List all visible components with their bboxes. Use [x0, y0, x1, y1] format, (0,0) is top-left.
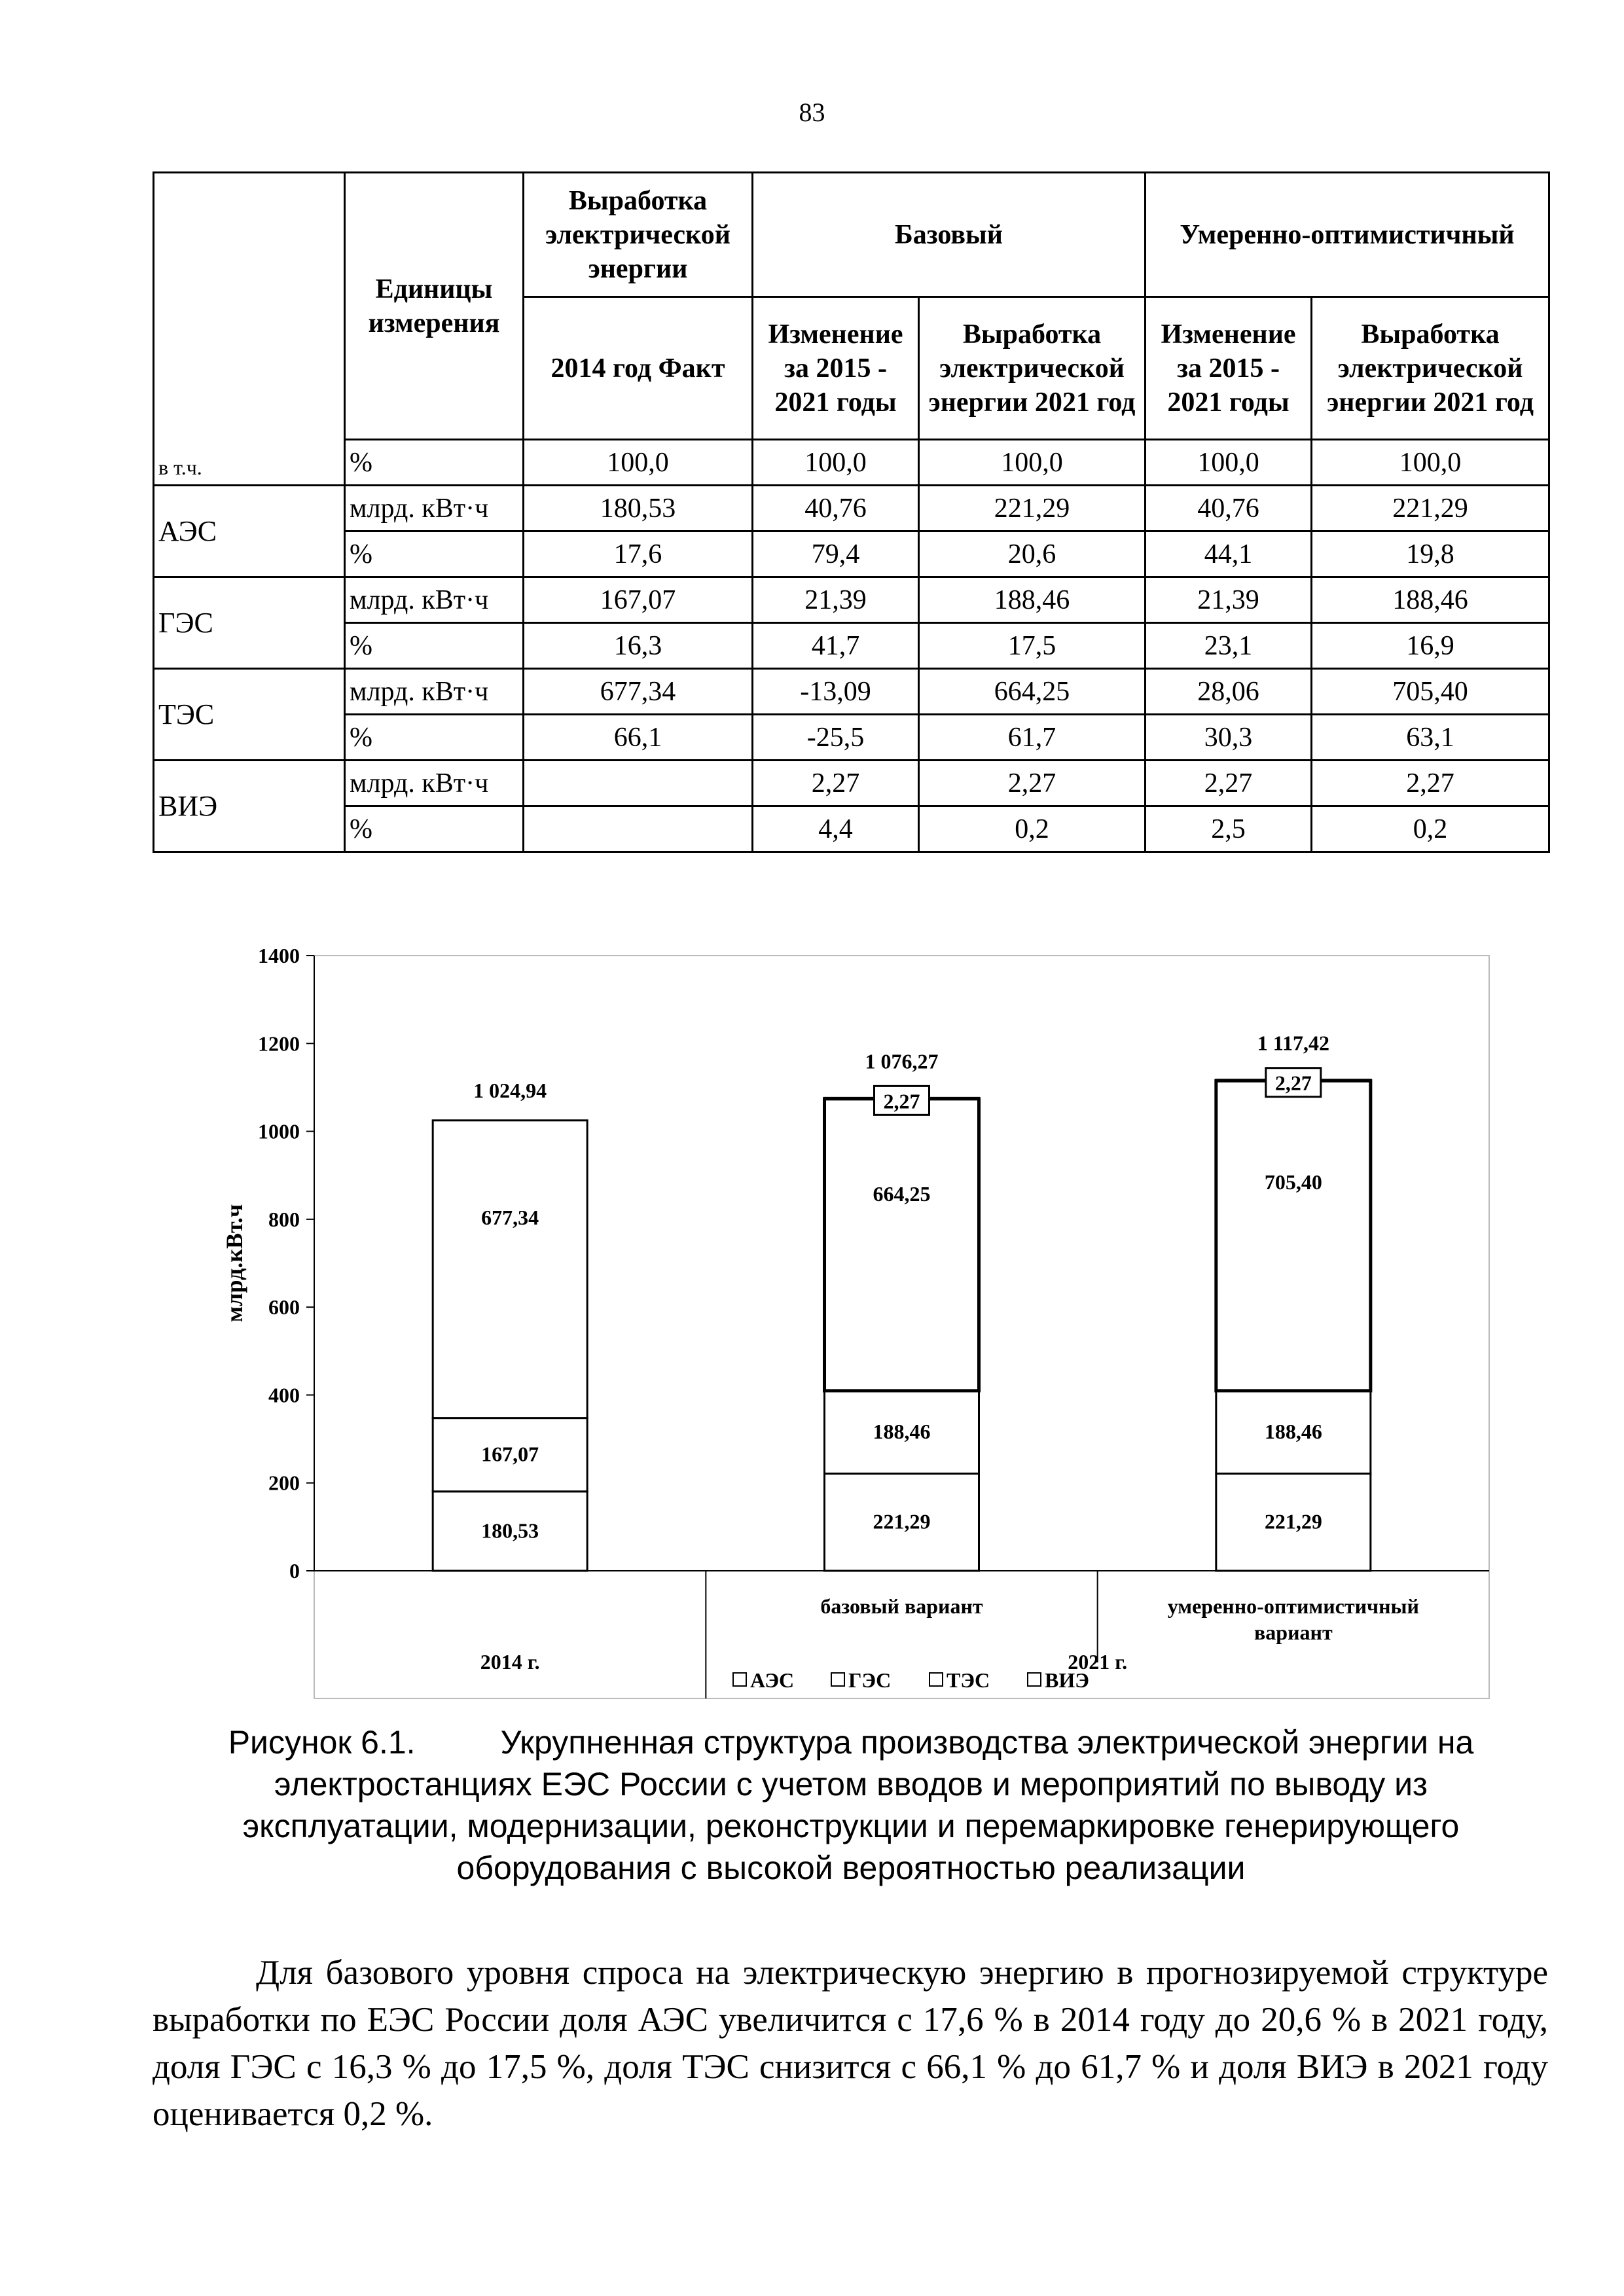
- group-label: ВИЭ: [154, 761, 345, 852]
- table-cell: 180,53: [524, 486, 753, 531]
- data-label: 188,46: [873, 1420, 931, 1444]
- table-cell: -13,09: [753, 669, 919, 715]
- y-tick-label: 400: [268, 1383, 300, 1407]
- data-label: 705,40: [1264, 1170, 1322, 1194]
- header-prod-2021-moderate: Выработка электрической энергии 2021 год: [1312, 297, 1549, 440]
- data-label: 221,29: [873, 1509, 931, 1534]
- table-cell: 221,29: [919, 486, 1146, 531]
- table-cell: 23,1: [1146, 623, 1312, 669]
- table-cell: 0,2: [1312, 806, 1549, 852]
- table-cell: 16,3: [524, 623, 753, 669]
- table-cell: 17,5: [919, 623, 1146, 669]
- group-label: 2014 г.: [480, 1650, 540, 1674]
- data-label: 2,27: [883, 1089, 920, 1113]
- legend-entry: АЭС: [750, 1668, 795, 1692]
- bar-segment-ТЭС: [433, 1121, 587, 1418]
- caption-line-4: оборудования с высокой вероятностью реализации: [456, 1850, 1246, 1886]
- caption-line-2: электростанциях ЕЭС России с учетом вводов и мероприятий по выводу из: [274, 1766, 1428, 1803]
- body-paragraph: Для базового уровня спроса на электрическую энергию в прогнозируемой структуре выработки по ЕЭС России доля АЭС увеличится с 17,6 % в 2014 году до 20,6 % в 2021 году, доля ГЭС с 16,3 % до 17,5 %, доля ТЭС снизится с 66,1 % до 61,7 % и доля ВИЭ в 2021 году оценивается 0,2 %.: [153, 1954, 1548, 2133]
- legend-swatch: [831, 1673, 844, 1686]
- header-prod-2021-base: Выработка электрической энергии 2021 год: [919, 297, 1146, 440]
- table-cell: 2,27: [919, 761, 1146, 806]
- generation-table: [153, 171, 1550, 853]
- table-cell: %: [345, 440, 524, 486]
- legend-swatch: [929, 1673, 943, 1686]
- caption-line-3: эксплуатации, модернизации, реконструкции и перемаркировке генерирующего: [242, 1808, 1460, 1844]
- table-row: [154, 531, 1549, 577]
- table-row: [154, 669, 1549, 715]
- table-cell: 28,06: [1146, 669, 1312, 715]
- table-cell: млрд. кВт·ч: [345, 577, 524, 623]
- table-cell: 63,1: [1312, 715, 1549, 761]
- table-cell: 16,9: [1312, 623, 1549, 669]
- data-label: 188,46: [1264, 1420, 1322, 1444]
- y-tick-label: 0: [289, 1559, 300, 1583]
- table-cell: млрд. кВт·ч: [345, 486, 524, 531]
- header-moderate: Умеренно-оптимистичный: [1146, 173, 1549, 297]
- legend-swatch: [1028, 1673, 1041, 1686]
- y-tick-label: 200: [268, 1471, 300, 1495]
- group-label: 2021 г.: [1068, 1650, 1128, 1674]
- table-cell: 100,0: [524, 440, 753, 486]
- table-cell: [524, 761, 753, 806]
- table-cell: 188,46: [919, 577, 1146, 623]
- table-cell: млрд. кВт·ч: [345, 761, 524, 806]
- table-cell: 167,07: [524, 577, 753, 623]
- table-row: [154, 486, 1549, 531]
- table-row: [154, 806, 1549, 852]
- y-tick-label: 600: [268, 1295, 300, 1319]
- table-cell: 30,3: [1146, 715, 1312, 761]
- table-row: [154, 715, 1549, 761]
- table-cell: 40,76: [753, 486, 919, 531]
- table-cell: %: [345, 715, 524, 761]
- vtch-label: в т.ч.: [154, 440, 345, 486]
- table-cell: 79,4: [753, 531, 919, 577]
- table-cell: 100,0: [1312, 440, 1549, 486]
- table-cell: 2,27: [753, 761, 919, 806]
- total-label: 1 076,27: [865, 1049, 939, 1073]
- table-row: [154, 577, 1549, 623]
- data-label: 167,07: [481, 1442, 539, 1466]
- legend-swatch: [733, 1673, 746, 1686]
- table-cell: 677,34: [524, 669, 753, 715]
- header-change-base: Изменение за 2015 - 2021 годы: [753, 297, 919, 440]
- table-cell: 66,1: [524, 715, 753, 761]
- table-cell: 44,1: [1146, 531, 1312, 577]
- header-base: Базовый: [753, 173, 1146, 297]
- table-cell: 17,6: [524, 531, 753, 577]
- header-change-moderate: Изменение за 2015 - 2021 годы: [1146, 297, 1312, 440]
- corner-cell: [154, 173, 345, 440]
- header-units: Единицы измерения: [345, 173, 524, 440]
- y-axis-label: млрд.кВт.ч: [221, 1204, 247, 1323]
- table-cell: млрд. кВт·ч: [345, 669, 524, 715]
- table-cell: 21,39: [753, 577, 919, 623]
- legend-entry: ВИЭ: [1045, 1668, 1089, 1692]
- table-cell: 2,27: [1312, 761, 1549, 806]
- table-row: [154, 761, 1549, 806]
- table-cell: 664,25: [919, 669, 1146, 715]
- table-cell: 188,46: [1312, 577, 1549, 623]
- data-label: 180,53: [481, 1518, 539, 1543]
- category-label: умеренно-оптимистичный: [1167, 1594, 1419, 1618]
- table-cell: 20,6: [919, 531, 1146, 577]
- legend-entry: ТЭС: [947, 1668, 990, 1692]
- table-cell: 61,7: [919, 715, 1146, 761]
- category-label: вариант: [1254, 1621, 1333, 1644]
- data-label: 2,27: [1274, 1071, 1312, 1095]
- data-label: 677,34: [481, 1206, 539, 1230]
- data-label: 664,25: [873, 1181, 931, 1206]
- category-label: базовый вариант: [820, 1594, 983, 1618]
- table-cell: 40,76: [1146, 486, 1312, 531]
- table-cell: 2,5: [1146, 806, 1312, 852]
- table-row: [154, 623, 1549, 669]
- stacked-bar-chart: [216, 936, 1499, 1708]
- y-tick-label: 1000: [258, 1119, 300, 1143]
- header-year-fact: 2014 год Факт: [524, 297, 753, 440]
- table-cell: 41,7: [753, 623, 919, 669]
- table-cell: 100,0: [919, 440, 1146, 486]
- data-label: 221,29: [1264, 1509, 1322, 1534]
- bar-segment-ТЭС: [825, 1099, 979, 1391]
- table-cell: 0,2: [919, 806, 1146, 852]
- legend-entry: ГЭС: [848, 1668, 892, 1692]
- table-cell: %: [345, 623, 524, 669]
- figure-caption: [177, 1721, 1525, 1889]
- generation-chart: [216, 936, 1499, 1708]
- header-production: Выработка электрической энергии: [524, 173, 753, 297]
- table-cell: 21,39: [1146, 577, 1312, 623]
- group-label: ГЭС: [154, 577, 345, 669]
- table-cell: 4,4: [753, 806, 919, 852]
- table-cell: -25,5: [753, 715, 919, 761]
- table-cell: %: [345, 806, 524, 852]
- bar-segment-ТЭС: [1216, 1081, 1371, 1391]
- table-cell: 100,0: [753, 440, 919, 486]
- group-label: ТЭС: [154, 669, 345, 761]
- total-label: 1 117,42: [1257, 1031, 1329, 1055]
- group-label: АЭС: [154, 486, 345, 577]
- table-cell: 19,8: [1312, 531, 1549, 577]
- page-number: 83: [799, 98, 825, 127]
- y-tick-label: 1400: [258, 944, 300, 967]
- table-cell: [524, 806, 753, 852]
- y-tick-label: 800: [268, 1207, 300, 1231]
- caption-line-1: Укрупненная структура производства электрической энергии на: [500, 1724, 1474, 1761]
- table-cell: 221,29: [1312, 486, 1549, 531]
- y-tick-label: 1200: [258, 1031, 300, 1056]
- total-label: 1 024,94: [473, 1078, 547, 1102]
- table-cell: 100,0: [1146, 440, 1312, 486]
- table-cell: 705,40: [1312, 669, 1549, 715]
- table-cell: 2,27: [1146, 761, 1312, 806]
- caption-label: Рисунок 6.1.: [228, 1724, 416, 1761]
- table-cell: %: [345, 531, 524, 577]
- table-row-total: [154, 440, 1549, 486]
